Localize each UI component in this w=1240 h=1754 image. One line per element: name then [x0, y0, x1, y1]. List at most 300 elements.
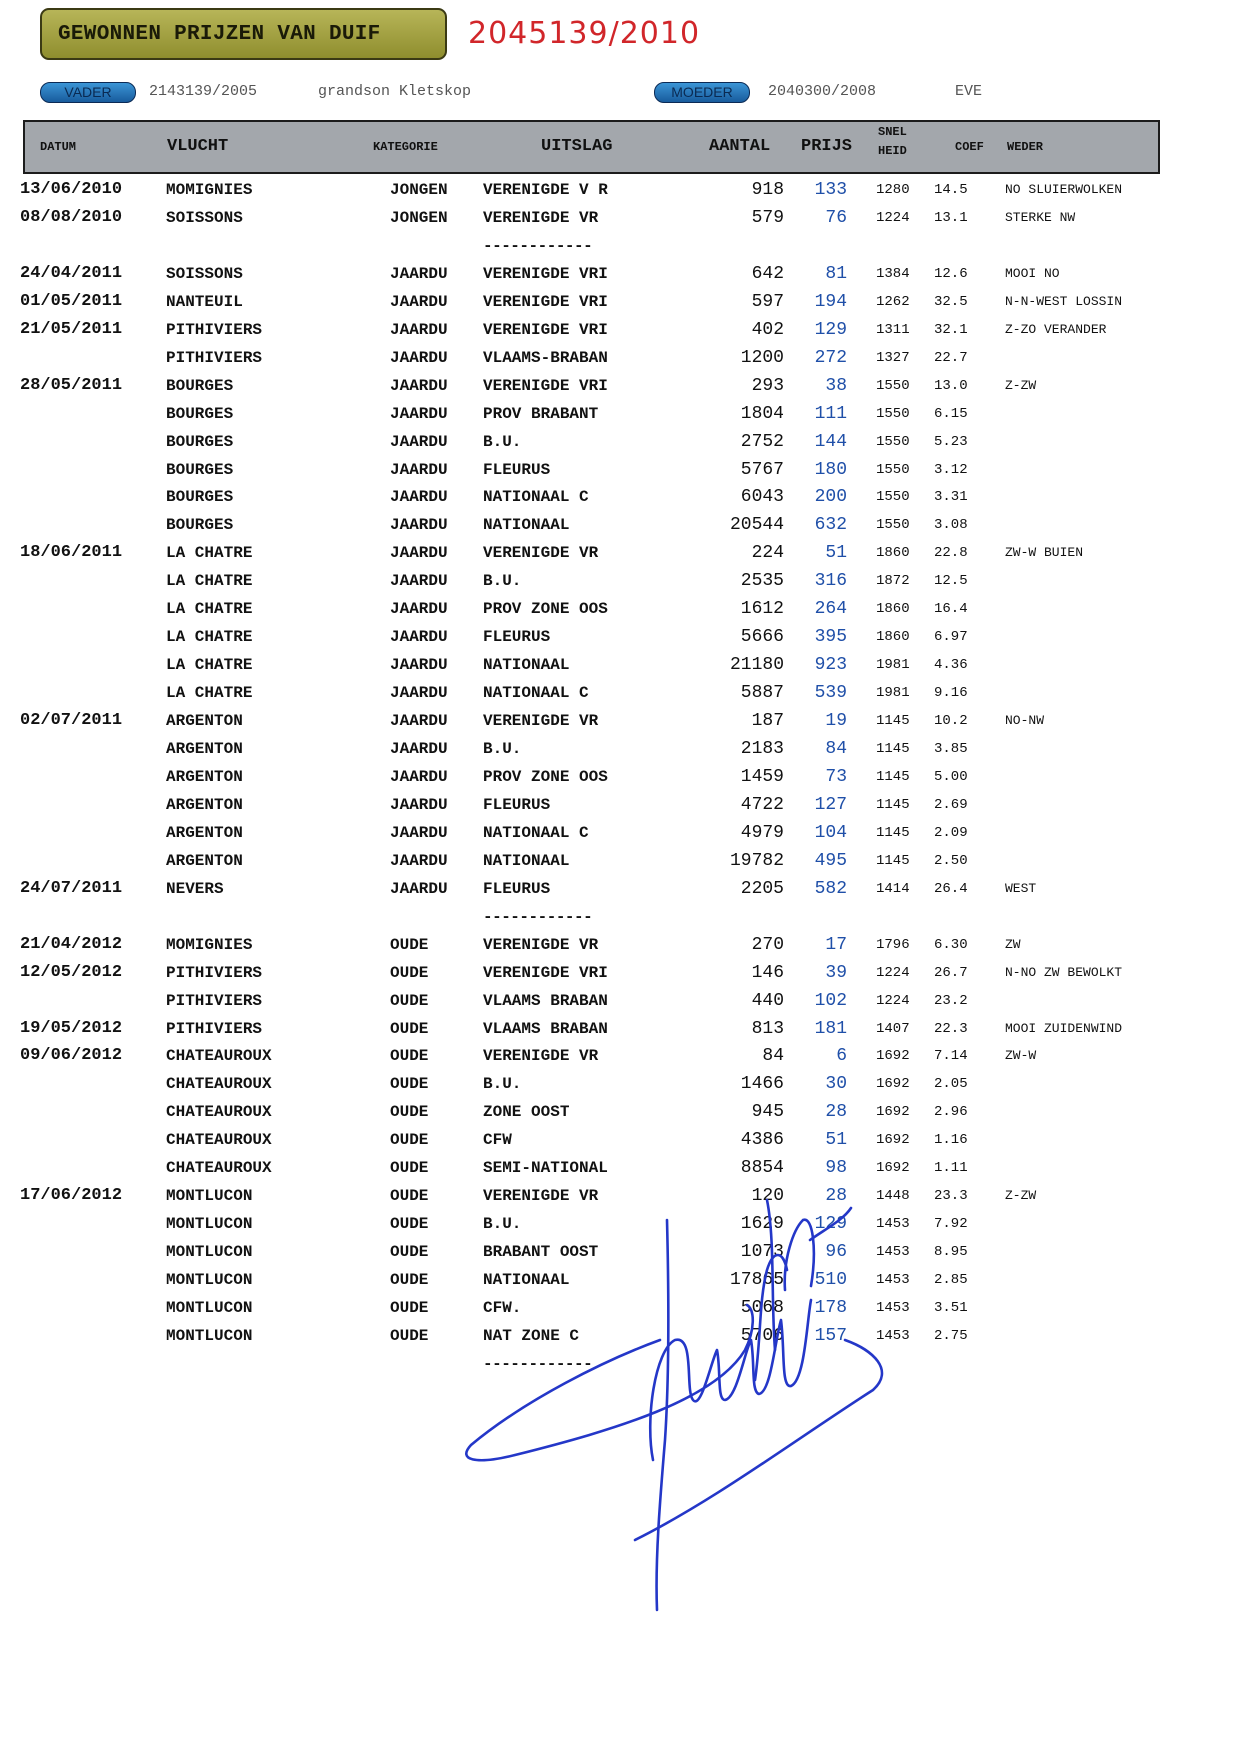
row-vlucht: PITHIVIERS	[166, 963, 263, 982]
table-row	[0, 708, 1240, 734]
row-snelheid: 1550	[876, 433, 910, 450]
row-prijs: 111	[814, 403, 847, 424]
row-aantal: 4979	[740, 822, 784, 843]
handwritten-signature	[455, 1100, 895, 1645]
row-prijs: 104	[814, 822, 847, 843]
row-snelheid: 1145	[876, 824, 910, 841]
row-vlucht: CHATEAUROUX	[166, 1047, 272, 1066]
row-weder: MOOI NO	[1005, 265, 1060, 281]
row-kategorie: OUDE	[390, 963, 429, 982]
row-coef: 2.09	[934, 824, 968, 841]
row-snelheid: 1414	[876, 880, 910, 897]
row-snelheid: 1453	[876, 1216, 910, 1233]
row-snelheid: 1311	[876, 321, 910, 338]
row-weder: ZW	[1005, 936, 1021, 952]
row-prijs: 98	[825, 1158, 847, 1179]
row-vlucht: CHATEAUROUX	[166, 1131, 272, 1150]
row-aantal: 813	[751, 1018, 784, 1039]
row-kategorie: JAARDU	[390, 712, 448, 731]
row-snelheid: 1224	[876, 992, 910, 1009]
row-kategorie: OUDE	[390, 1131, 429, 1150]
row-uitslag: FLEURUS	[483, 879, 551, 898]
table-row	[0, 820, 1240, 846]
row-kategorie: JAARDU	[390, 320, 448, 339]
row-prijs: 17	[825, 934, 847, 955]
row-aantal: 1612	[740, 599, 784, 620]
table-row	[0, 596, 1240, 622]
moeder-ring-number: 2040300/2008	[768, 83, 877, 100]
table-row	[0, 373, 1240, 399]
row-coef: 3.85	[934, 741, 968, 757]
row-uitslag: CFW.	[483, 1299, 522, 1317]
row-aantal: 1466	[740, 1074, 784, 1095]
row-prijs: 51	[825, 1130, 847, 1151]
row-aantal: 402	[751, 319, 784, 340]
row-uitslag: PROV ZONE OOS	[483, 600, 608, 619]
row-snelheid: 1872	[876, 573, 910, 590]
row-prijs: 316	[814, 571, 847, 592]
row-coef: 1.16	[934, 1132, 968, 1149]
row-coef: 14.5	[934, 182, 968, 198]
row-uitslag: VERENIGDE VR	[483, 208, 599, 227]
row-prijs: 102	[814, 990, 847, 1011]
row-snelheid: 1145	[876, 852, 910, 869]
table-row	[0, 484, 1240, 510]
row-coef: 8.95	[934, 1244, 968, 1261]
row-aantal: 1629	[740, 1214, 784, 1235]
vader-label: VADER	[40, 82, 136, 103]
row-uitslag: VERENIGDE VR	[483, 935, 599, 954]
row-kategorie: JAARDU	[390, 404, 448, 423]
row-uitslag: VERENIGDE V R	[483, 181, 608, 199]
row-aantal: 224	[751, 543, 784, 564]
row-vlucht: MOMIGNIES	[166, 935, 253, 954]
row-vlucht: MONTLUCON	[166, 1243, 253, 1262]
row-aantal: 440	[751, 990, 784, 1011]
row-uitslag: VERENIGDE VRI	[483, 376, 608, 395]
row-aantal: 945	[751, 1102, 784, 1123]
row-kategorie: OUDE	[390, 1103, 429, 1122]
col-snel: SNEL	[878, 125, 907, 139]
row-coef: 6.15	[934, 405, 968, 422]
row-weder: N-NO ZW BEWOLKT	[1005, 964, 1123, 980]
row-prijs: 51	[825, 543, 847, 564]
row-weder: STERKE NW	[1005, 209, 1076, 225]
row-coef: 9.16	[934, 685, 968, 702]
row-vlucht: LA CHATRE	[166, 656, 253, 675]
row-prijs: 28	[825, 1186, 847, 1207]
row-coef: 2.69	[934, 796, 968, 813]
row-uitslag: NATIONAAL	[483, 851, 570, 870]
row-uitslag: B.U.	[483, 740, 522, 758]
row-prijs: 632	[814, 515, 847, 536]
row-weder: N-N-WEST LOSSIN	[1005, 293, 1123, 309]
row-aantal: 918	[751, 180, 784, 200]
table-row	[0, 624, 1240, 650]
row-vlucht: MOMIGNIES	[166, 181, 253, 199]
col-datum: DATUM	[40, 140, 77, 154]
row-vlucht: MONTLUCON	[166, 1271, 253, 1290]
row-vlucht: LA CHATRE	[166, 572, 253, 591]
row-coef: 3.08	[934, 517, 968, 534]
row-coef: 4.36	[934, 657, 968, 674]
row-prijs: 144	[814, 431, 847, 452]
row-uitslag: FLEURUS	[483, 628, 551, 647]
moeder-label: MOEDER	[654, 82, 750, 103]
row-vlucht: BOURGES	[166, 404, 234, 423]
row-kategorie: JAARDU	[390, 544, 448, 563]
row-aantal: 5666	[740, 627, 784, 648]
row-aantal: 270	[751, 934, 784, 955]
row-kategorie: OUDE	[390, 1047, 429, 1066]
table-row	[0, 848, 1240, 874]
row-prijs: 84	[825, 739, 847, 759]
table-row	[0, 568, 1240, 594]
row-prijs: 395	[814, 627, 847, 648]
row-aantal: 4722	[740, 794, 784, 815]
row-kategorie: OUDE	[390, 1159, 429, 1178]
row-prijs: 129	[814, 319, 847, 340]
row-aantal: 6043	[740, 487, 784, 508]
row-vlucht: CHATEAUROUX	[166, 1075, 272, 1094]
row-weder: ZW-W	[1005, 1048, 1037, 1064]
row-uitslag: NATIONAAL	[483, 656, 570, 675]
row-prijs: 96	[825, 1242, 847, 1263]
row-prijs: 539	[814, 683, 847, 704]
row-prijs: 181	[814, 1018, 847, 1039]
row-vlucht: ARGENTON	[166, 712, 243, 731]
separator-dashes: ------------	[483, 236, 593, 255]
row-snelheid: 1981	[876, 657, 910, 674]
row-vlucht: BOURGES	[166, 460, 234, 479]
row-prijs: 38	[825, 375, 847, 396]
table-row	[0, 512, 1240, 538]
row-coef: 26.7	[934, 964, 968, 981]
row-date: 13/06/2010	[20, 180, 123, 199]
moeder-note: EVE	[955, 83, 983, 100]
row-kategorie: OUDE	[390, 991, 429, 1010]
row-uitslag: NATIONAAL	[483, 516, 570, 535]
row-prijs: 81	[825, 263, 847, 284]
row-prijs: 194	[814, 291, 847, 312]
row-vlucht: ARGENTON	[166, 823, 243, 842]
row-kategorie: OUDE	[390, 1215, 429, 1234]
row-snelheid: 1448	[876, 1188, 910, 1205]
row-kategorie: JAARDU	[390, 795, 448, 814]
row-weder: Z-ZO VERANDER	[1005, 321, 1107, 337]
row-uitslag: SEMI-NATIONAL	[483, 1159, 608, 1178]
row-snelheid: 1224	[876, 964, 910, 981]
row-weder: ZW-W BUIEN	[1005, 545, 1084, 561]
row-kategorie: JAARDU	[390, 656, 448, 675]
table-row	[0, 736, 1240, 762]
row-vlucht: ARGENTON	[166, 740, 243, 758]
row-aantal: 2752	[740, 431, 784, 452]
row-prijs: 582	[814, 878, 847, 899]
row-kategorie: JAARDU	[390, 851, 448, 870]
col-vlucht: VLUCHT	[167, 137, 229, 156]
row-vlucht: BOURGES	[166, 516, 234, 535]
row-aantal: 2535	[740, 571, 784, 592]
table-row	[0, 876, 1240, 902]
table-row	[0, 289, 1240, 315]
row-vlucht: PITHIVIERS	[166, 348, 263, 367]
row-aantal: 20544	[729, 515, 784, 536]
row-kategorie: OUDE	[390, 1019, 429, 1038]
row-prijs: 510	[814, 1270, 847, 1291]
row-uitslag: PROV ZONE OOS	[483, 767, 608, 786]
row-kategorie: JONGEN	[390, 208, 448, 227]
row-vlucht: BOURGES	[166, 376, 234, 395]
row-coef: 26.4	[934, 880, 968, 897]
row-kategorie: OUDE	[390, 1075, 429, 1094]
row-vlucht: MONTLUCON	[166, 1299, 253, 1317]
row-snelheid: 1407	[876, 1020, 910, 1037]
section-separator	[0, 904, 1240, 930]
row-snelheid: 1280	[876, 182, 910, 198]
row-kategorie: JAARDU	[390, 628, 448, 647]
row-uitslag: VERENIGDE VRI	[483, 963, 608, 982]
row-snelheid: 1145	[876, 741, 910, 757]
row-snelheid: 1384	[876, 265, 910, 282]
row-coef: 6.97	[934, 629, 968, 646]
row-uitslag: VLAAMS BRABAN	[483, 1019, 608, 1038]
row-date: 12/05/2012	[20, 962, 123, 982]
row-snelheid: 1692	[876, 1132, 910, 1149]
row-date: 09/06/2012	[20, 1046, 123, 1066]
col-kategorie: KATEGORIE	[373, 140, 438, 154]
row-aantal: 1459	[740, 766, 784, 787]
row-vlucht: PITHIVIERS	[166, 1019, 263, 1038]
row-snelheid: 1550	[876, 377, 910, 394]
row-coef: 12.5	[934, 573, 968, 590]
row-date: 08/08/2010	[20, 207, 123, 227]
row-aantal: 2205	[740, 878, 784, 899]
row-vlucht: ARGENTON	[166, 767, 243, 786]
row-aantal: 642	[751, 263, 784, 284]
row-coef: 10.2	[934, 713, 968, 730]
row-snelheid: 1327	[876, 349, 910, 366]
row-date: 01/05/2011	[20, 291, 123, 311]
row-vlucht: CHATEAUROUX	[166, 1103, 272, 1122]
row-aantal: 21180	[729, 655, 784, 676]
row-aantal: 579	[751, 207, 784, 228]
row-date: 17/06/2012	[20, 1186, 123, 1206]
row-date: 18/06/2011	[20, 543, 123, 563]
row-prijs: 30	[825, 1074, 847, 1095]
row-uitslag: FLEURUS	[483, 460, 551, 479]
row-kategorie: JAARDU	[390, 348, 448, 367]
row-prijs: 495	[814, 850, 847, 871]
row-uitslag: VERENIGDE VRI	[483, 292, 608, 311]
row-aantal: 1073	[740, 1242, 784, 1263]
row-prijs: 39	[825, 962, 847, 983]
row-uitslag: B.U.	[483, 572, 522, 591]
table-row	[0, 540, 1240, 566]
row-uitslag: NATIONAAL	[483, 1271, 570, 1290]
row-uitslag: BRABANT OOST	[483, 1243, 599, 1262]
row-coef: 2.05	[934, 1076, 968, 1093]
row-vlucht: ARGENTON	[166, 851, 243, 870]
row-snelheid: 1860	[876, 545, 910, 562]
row-snelheid: 1550	[876, 461, 910, 478]
row-kategorie: JONGEN	[390, 181, 448, 199]
vader-note: grandson Kletskop	[318, 83, 472, 100]
row-kategorie: JAARDU	[390, 292, 448, 311]
row-uitslag: VERENIGDE VR	[483, 1047, 599, 1066]
row-vlucht: NEVERS	[166, 879, 224, 898]
row-kategorie: JAARDU	[390, 600, 448, 619]
row-uitslag: VERENIGDE VR	[483, 544, 599, 563]
row-snelheid: 1145	[876, 713, 910, 730]
row-vlucht: CHATEAUROUX	[166, 1159, 272, 1178]
row-coef: 22.3	[934, 1020, 968, 1037]
separator-dashes: ------------	[483, 1354, 593, 1373]
table-row	[0, 792, 1240, 818]
row-coef: 13.0	[934, 377, 968, 394]
table-row	[0, 1016, 1240, 1042]
row-kategorie: OUDE	[390, 1326, 429, 1345]
col-uitslag: UITSLAG	[541, 137, 613, 156]
row-aantal: 84	[762, 1046, 784, 1067]
row-date: 21/04/2012	[20, 934, 123, 954]
row-coef: 3.12	[934, 461, 968, 478]
row-aantal: 187	[751, 711, 784, 732]
row-uitslag: VERENIGDE VR	[483, 1187, 599, 1206]
row-vlucht: NANTEUIL	[166, 292, 243, 311]
row-kategorie: OUDE	[390, 1187, 429, 1206]
row-date: 02/07/2011	[20, 711, 123, 731]
row-kategorie: JAARDU	[390, 572, 448, 591]
row-uitslag: VERENIGDE VR	[483, 712, 599, 731]
table-row	[0, 652, 1240, 678]
row-date: 24/04/2011	[20, 263, 123, 283]
row-snelheid: 1692	[876, 1048, 910, 1065]
row-prijs: 180	[814, 459, 847, 480]
col-heid: HEID	[878, 144, 907, 158]
row-prijs: 129	[814, 1214, 847, 1235]
row-date: 28/05/2011	[20, 375, 123, 395]
row-weder: Z-ZW	[1005, 1188, 1037, 1204]
row-aantal: 293	[751, 375, 784, 396]
table-row	[0, 261, 1240, 287]
row-vlucht: PITHIVIERS	[166, 320, 263, 339]
row-uitslag: CFW	[483, 1131, 512, 1150]
row-aantal: 1804	[740, 403, 784, 424]
section-separator	[0, 233, 1240, 259]
row-vlucht: BOURGES	[166, 488, 234, 507]
table-row	[0, 960, 1240, 986]
row-coef: 6.30	[934, 936, 968, 953]
row-uitslag: VLAAMS BRABAN	[483, 991, 608, 1010]
row-kategorie: JAARDU	[390, 767, 448, 786]
row-aantal: 5706	[740, 1325, 784, 1346]
table-row	[0, 1043, 1240, 1069]
row-coef: 12.6	[934, 265, 968, 282]
row-kategorie: JAARDU	[390, 376, 448, 395]
row-snelheid: 1224	[876, 209, 910, 226]
row-vlucht: LA CHATRE	[166, 684, 253, 703]
vader-ring-number: 2143139/2005	[149, 83, 258, 100]
row-kategorie: JAARDU	[390, 740, 448, 758]
row-prijs: 127	[814, 794, 847, 815]
row-coef: 7.92	[934, 1216, 968, 1233]
row-prijs: 76	[825, 207, 847, 228]
row-uitslag: VERENIGDE VRI	[483, 264, 608, 283]
row-uitslag: NATIONAAL C	[483, 488, 589, 507]
row-prijs: 73	[825, 766, 847, 787]
row-coef: 1.11	[934, 1160, 968, 1177]
table-row	[0, 932, 1240, 958]
row-kategorie: OUDE	[390, 935, 429, 954]
row-coef: 3.31	[934, 489, 968, 506]
row-coef: 32.5	[934, 293, 968, 310]
row-coef: 22.7	[934, 349, 968, 366]
row-aantal: 146	[751, 962, 784, 983]
row-vlucht: PITHIVIERS	[166, 991, 263, 1010]
row-aantal: 8854	[740, 1158, 784, 1179]
row-uitslag: VERENIGDE VRI	[483, 320, 608, 339]
row-snelheid: 1453	[876, 1272, 910, 1289]
row-prijs: 200	[814, 487, 847, 508]
table-row	[0, 401, 1240, 427]
row-snelheid: 1453	[876, 1244, 910, 1261]
table-row	[0, 317, 1240, 343]
row-aantal: 120	[751, 1186, 784, 1207]
row-prijs: 178	[814, 1298, 847, 1318]
row-coef: 23.3	[934, 1188, 968, 1205]
row-vlucht: MONTLUCON	[166, 1215, 253, 1234]
table-row	[0, 764, 1240, 790]
row-weder: MOOI ZUIDENWIND	[1005, 1020, 1123, 1036]
row-coef: 2.75	[934, 1327, 968, 1344]
col-weder: WEDER	[1007, 140, 1044, 154]
col-aantal: AANTAL	[709, 137, 771, 156]
table-row	[0, 177, 1240, 203]
row-kategorie: JAARDU	[390, 460, 448, 479]
row-snelheid: 1453	[876, 1300, 910, 1316]
col-coef: COEF	[955, 140, 984, 154]
row-snelheid: 1453	[876, 1327, 910, 1344]
row-date: 19/05/2012	[20, 1018, 123, 1038]
row-vlucht: BOURGES	[166, 432, 234, 451]
row-aantal: 1200	[740, 347, 784, 368]
row-vlucht: SOISSONS	[166, 208, 243, 227]
row-snelheid: 1692	[876, 1160, 910, 1177]
row-prijs: 923	[814, 655, 847, 676]
document-title: GEWONNEN PRIJZEN VAN DUIF	[40, 8, 447, 60]
separator-dashes: ------------	[483, 907, 593, 926]
row-coef: 32.1	[934, 321, 968, 338]
row-coef: 2.96	[934, 1104, 968, 1121]
row-kategorie: JAARDU	[390, 879, 448, 898]
row-snelheid: 1550	[876, 489, 910, 506]
row-kategorie: OUDE	[390, 1243, 429, 1262]
row-snelheid: 1550	[876, 517, 910, 534]
row-coef: 16.4	[934, 601, 968, 618]
table-row	[0, 429, 1240, 455]
row-kategorie: JAARDU	[390, 823, 448, 842]
row-prijs: 264	[814, 599, 847, 620]
row-uitslag: VLAAMS-BRABAN	[483, 348, 608, 367]
row-snelheid: 1262	[876, 293, 910, 310]
row-coef: 2.85	[934, 1272, 968, 1289]
row-uitslag: B.U.	[483, 1215, 522, 1234]
row-aantal: 2183	[740, 739, 784, 759]
row-coef: 7.14	[934, 1048, 968, 1065]
row-vlucht: ARGENTON	[166, 795, 243, 814]
table-row	[0, 1071, 1240, 1097]
